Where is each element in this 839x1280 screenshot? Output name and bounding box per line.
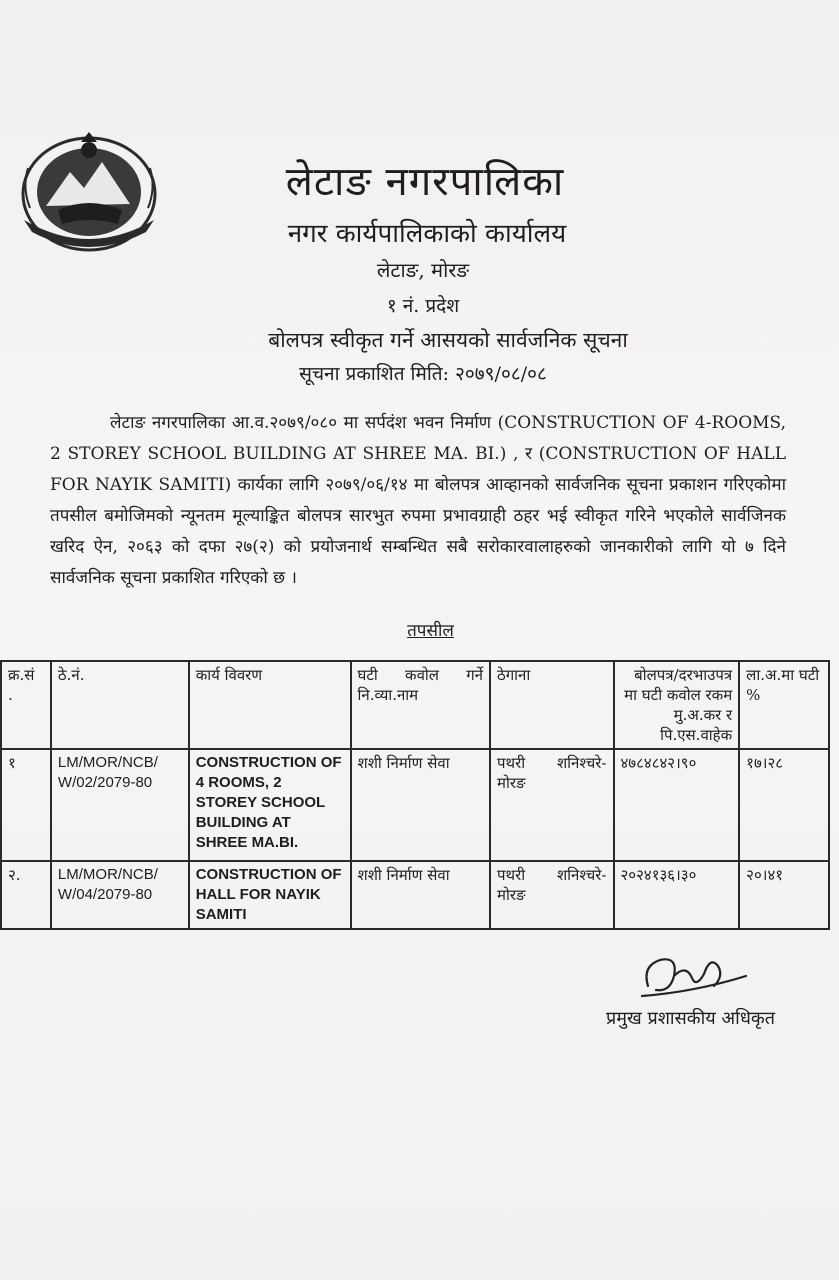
row-bidder: शशी निर्माण सेवा — [351, 861, 490, 929]
row-amount: ४७८४८४२।९० — [614, 749, 740, 861]
notice-title: बोलपत्र स्वीकृत गर्ने आसयको सार्वजनिक सूचना — [268, 328, 628, 352]
header-description: कार्य विवरण — [189, 661, 351, 749]
row-lowest: २०।४१ — [739, 861, 829, 929]
row-sn: १ — [1, 749, 51, 861]
header-bidder: घटी कवोल गर्ने नि.व्या.नाम — [351, 661, 490, 749]
office-title: नगर कार्यपालिकाको कार्यालय — [287, 219, 567, 249]
header-amount: बोलपत्र/दरभाउपत्र मा घटी कवोल रकम मु.अ.कर र पि.एस.वाहेक — [614, 661, 740, 749]
table-row — [1, 861, 829, 929]
signature-icon — [634, 946, 754, 1006]
published-date: सूचना प्रकाशित मिति: २०७९/०८/०८ — [299, 363, 547, 385]
row-contract-no: LM/MOR/NCB/ W/04/2079-80 — [51, 861, 189, 929]
table-header-row — [1, 661, 829, 749]
header-sn: क्र.सं . — [1, 661, 51, 749]
row-contract-no: LM/MOR/NCB/ W/02/2079-80 — [51, 749, 189, 861]
table-row — [1, 749, 829, 861]
row-description: CONSTRUCTION OF HALL FOR NAYIK SAMITI — [189, 861, 351, 929]
header-contract-no: ठे.नं. — [51, 661, 189, 749]
notice-paragraph — [50, 408, 786, 594]
schedule-heading — [0, 618, 839, 641]
row-bidder: शशी निर्माण सेवा — [351, 749, 490, 861]
row-address: पथरी शनिश्चरे- मोरङ — [490, 749, 614, 861]
header-lowest: ला.अ.मा घटी % — [739, 661, 829, 749]
row-sn: २. — [1, 861, 51, 929]
row-lowest: १७।२८ — [739, 749, 829, 861]
municipality-title: लेटाङ नगरपालिका — [285, 159, 565, 205]
province-line: १ नं. प्रदेश — [386, 295, 460, 317]
notice-paragraph-text: लेटाङ नगरपालिका आ.व.२०७९/०८० मा सर्पदंश भवन निर्माण (CONSTRUCTION OF 4-ROOMS, 2 STOREY SCHOOL BUILDING AT SHREE MA. BI.) , र (CONSTRUCTION OF HALL FOR NAYIK SAMITI) कार्यका लागि २०७९/०६/१४ मा बोलपत्र आव्हानको सार्वजनिक सूचना प्रकाशन गरिएकोमा तपसील बमोजिमको न्यूनतम मूल्याङ्कित बोलपत्र सारभुत रुपमा प्रभावग्राही ठहर भई स्वीकृत गरिने भएकोले सार्वजिनक खरिद ऐन, २०६३ को दफा २७(२) को प्रयोजनार्थ सम्बन्धित सबै सरोकारवालाहरुको जानकारीको लागि यो ७ दिने सार्वजनिक सूचना प्रकाशित गरिएको छ । — [50, 413, 786, 588]
schedule-heading-text: तपसील — [407, 621, 454, 641]
row-address: पथरी शनिश्चरे- मोरङ — [490, 861, 614, 929]
signatory-designation: प्रमुख प्रशासकीय अधिकृत — [606, 1008, 775, 1029]
header-address: ठेगाना — [490, 661, 614, 749]
row-description: CONSTRUCTION OF 4 ROOMS, 2 STOREY SCHOOL BUILDING AT SHREE MA.BI. — [189, 749, 351, 861]
location-line: लेटाङ, मोरङ — [376, 258, 470, 282]
bid-table — [0, 660, 830, 930]
row-amount: २०२४१३६।३० — [614, 861, 740, 929]
